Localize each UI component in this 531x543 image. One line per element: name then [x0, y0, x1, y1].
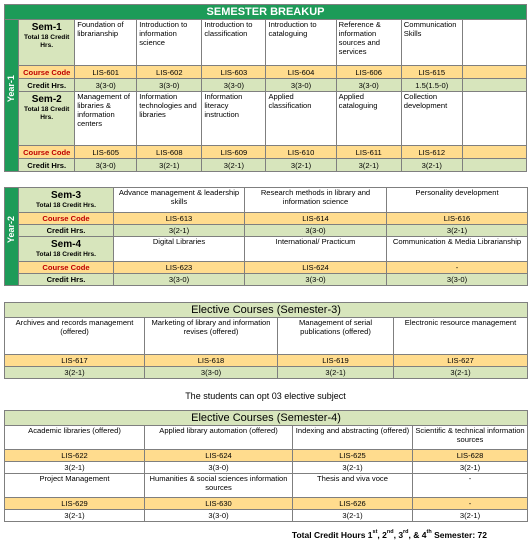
credit-hrs: 3(2-1) [394, 367, 528, 379]
course-code: LIS-626 [293, 498, 413, 510]
course-code-label: Course Code [19, 262, 114, 274]
course-cell: Applied classification [266, 92, 336, 146]
sem-subtitle: Total 18 Credit Hrs. [24, 34, 70, 49]
empty-cell [462, 79, 526, 92]
course-code: - [387, 262, 528, 274]
sem-1-cell [19, 20, 75, 66]
course-code: LIS-615 [401, 66, 462, 79]
credit-hrs: 3(3-0) [75, 159, 137, 172]
empty-cell [462, 66, 526, 79]
course-cell: Introduction to classification [202, 20, 266, 66]
credit-hrs-label: Credit Hrs. [19, 274, 114, 286]
credit-hrs: 3(2-1) [5, 510, 145, 522]
course-code: LIS-606 [336, 66, 401, 79]
course-cell: Information literacy instruction [202, 92, 266, 146]
course-code: LIS-611 [336, 146, 401, 159]
credit-hrs: 3(3-0) [387, 274, 528, 286]
credit-hrs: 3(2-1) [266, 159, 336, 172]
credit-hrs: 3(2-1) [413, 462, 528, 474]
credit-hrs: 3(2-1) [202, 159, 266, 172]
course-cell: Applied cataloguing [336, 92, 401, 146]
course-cell: Scientific & technical information sources [413, 426, 528, 450]
credit-hrs: 3(2-1) [293, 510, 413, 522]
course-cell: Introduction to cataloguing [266, 20, 336, 66]
course-cell: Foundation of librarianship [75, 20, 137, 66]
course-code: LIS-614 [245, 213, 387, 225]
course-cell: Indexing and abstracting (offered) [293, 426, 413, 450]
credit-hrs: 3(2-1) [293, 462, 413, 474]
course-cell: Research methods in library and information science [245, 188, 387, 213]
course-cell: Archives and records management (offered) [5, 318, 145, 355]
course-cell: Academic libraries (offered) [5, 426, 145, 450]
year-2-table [4, 187, 528, 286]
empty-cell [462, 20, 526, 66]
empty-cell [462, 146, 526, 159]
course-cell: Management of serial publications (offered) [278, 318, 394, 355]
course-cell: Thesis and viva voce [293, 474, 413, 498]
credit-hrs: 3(2-1) [278, 367, 394, 379]
course-code: LIS-624 [245, 262, 387, 274]
credit-hrs: 3(3-0) [145, 367, 278, 379]
course-code: LIS-603 [202, 66, 266, 79]
credit-hrs: 3(2-1) [413, 510, 528, 522]
course-code: LIS-612 [401, 146, 462, 159]
credit-hrs: 3(3-0) [137, 79, 202, 92]
course-code: LIS-630 [145, 498, 293, 510]
credit-hrs: 3(3-0) [202, 79, 266, 92]
course-code: LIS-616 [387, 213, 528, 225]
sem-title: Sem-3 [50, 190, 81, 201]
empty-cell [462, 159, 526, 172]
course-code: LIS-618 [145, 355, 278, 367]
credit-hrs: 3(3-0) [245, 274, 387, 286]
course-cell: Information technologies and libraries [137, 92, 202, 146]
course-cell: Introduction to information science [137, 20, 202, 66]
credit-hrs: 3(3-0) [75, 79, 137, 92]
table-title: Elective Courses (Semester-3) [5, 303, 528, 318]
course-cell: Communication Skills [401, 20, 462, 66]
course-cell: International/ Practicum [245, 237, 387, 262]
course-cell: - [413, 474, 528, 498]
sem-2-cell [19, 92, 75, 146]
credit-hrs-label: Credit Hrs. [19, 79, 75, 92]
credit-hrs: 3(2-1) [336, 159, 401, 172]
credit-hrs: 3(2-1) [5, 462, 145, 474]
course-cell: Digital Libraries [114, 237, 245, 262]
credit-hrs: 3(2-1) [401, 159, 462, 172]
course-cell: Collection development [401, 92, 462, 146]
credit-hrs-label: Credit Hrs. [19, 159, 75, 172]
credit-hrs: 3(3-0) [145, 510, 293, 522]
course-code: LIS-629 [5, 498, 145, 510]
course-code: LIS-622 [5, 450, 145, 462]
sem-title: Sem-2 [31, 94, 62, 105]
course-code: - [413, 498, 528, 510]
sem-subtitle: Total 18 Credit Hrs. [24, 106, 70, 121]
course-code: LIS-609 [202, 146, 266, 159]
sem-title: Sem-1 [31, 22, 62, 33]
year-label: Year-1 [5, 20, 19, 172]
course-code: LIS-604 [266, 66, 336, 79]
course-code-label: Course Code [19, 66, 75, 79]
credit-hrs-label: Credit Hrs. [19, 225, 114, 237]
credit-hrs: 3(3-0) [145, 462, 293, 474]
course-cell: Personality development [387, 188, 528, 213]
sem-3-cell [19, 188, 114, 213]
sem-title: Sem-4 [50, 239, 81, 250]
semester-breakup-table [4, 4, 527, 172]
elective-sem4-table [4, 410, 528, 522]
course-code: LIS-628 [413, 450, 528, 462]
course-cell: Electronic resource management [394, 318, 528, 355]
course-code: LIS-627 [394, 355, 528, 367]
course-code: LIS-605 [75, 146, 137, 159]
course-code: LIS-624 [145, 450, 293, 462]
elective-note: The students can opt 03 elective subject [185, 391, 346, 401]
course-code: LIS-602 [137, 66, 202, 79]
course-code: LIS-625 [293, 450, 413, 462]
course-code-label: Course Code [19, 213, 114, 225]
credit-hrs: 1.5(1.5-0) [401, 79, 462, 92]
credit-hrs: 3(3-0) [336, 79, 401, 92]
credit-hrs: 3(2-1) [5, 367, 145, 379]
credit-hrs: 3(3-0) [266, 79, 336, 92]
course-code: LIS-601 [75, 66, 137, 79]
course-code: LIS-613 [114, 213, 245, 225]
course-cell: Project Management [5, 474, 145, 498]
course-code: LIS-619 [278, 355, 394, 367]
credit-hrs: 3(2-1) [387, 225, 528, 237]
course-code: LIS-608 [137, 146, 202, 159]
course-cell: Reference & information sources and services [336, 20, 401, 66]
year-label: Year-2 [5, 188, 19, 286]
credit-hrs: 3(3-0) [114, 274, 245, 286]
course-cell: Humanities & social sciences information sources [145, 474, 293, 498]
course-cell: Communication & Media Librarianship [387, 237, 528, 262]
sem-subtitle: Total 18 Credit Hrs. [36, 251, 96, 258]
course-code: LIS-623 [114, 262, 245, 274]
sem-4-cell [19, 237, 114, 262]
table-title: Elective Courses (Semester-4) [5, 411, 528, 426]
course-cell: Marketing of library and information revises (offered) [145, 318, 278, 355]
course-cell: Applied library automation (offered) [145, 426, 293, 450]
course-code: LIS-610 [266, 146, 336, 159]
total-credit-hours: Total Credit Hours 1st, 2nd, 3rd, & 4th Semester: 72 [291, 529, 487, 540]
elective-sem3-table [4, 302, 528, 379]
course-cell: Management of libraries & information centers [75, 92, 137, 146]
credit-hrs: 3(3-0) [245, 225, 387, 237]
course-code-label: Course Code [19, 146, 75, 159]
empty-cell [462, 92, 526, 146]
sem-subtitle: Total 18 Credit Hrs. [36, 202, 96, 209]
credit-hrs: 3(2-1) [137, 159, 202, 172]
credit-hrs: 3(2-1) [114, 225, 245, 237]
course-cell: Advance management & leadership skills [114, 188, 245, 213]
table-title: SEMESTER BREAKUP [5, 5, 527, 20]
course-code: LIS-617 [5, 355, 145, 367]
